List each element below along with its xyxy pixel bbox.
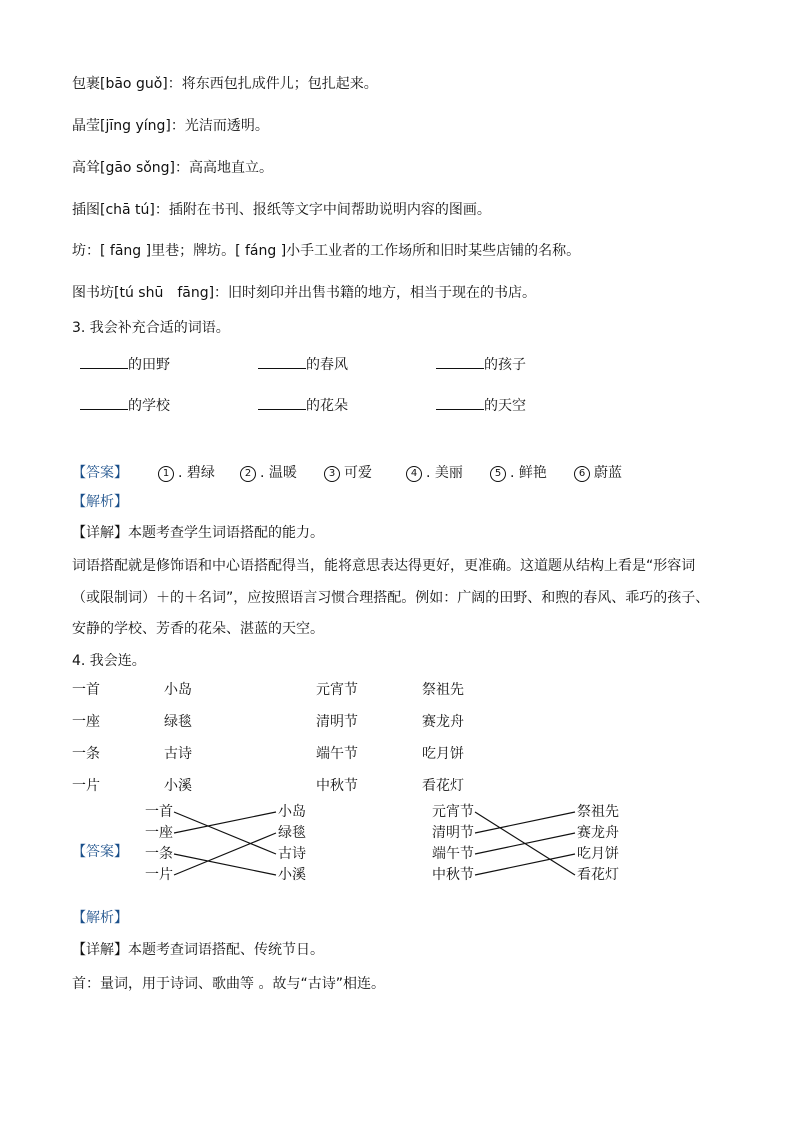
blank-phrase: 的天空 [484, 398, 526, 414]
blank-line [436, 354, 484, 369]
blank-item[interactable] [436, 395, 526, 415]
grid-word[interactable]: 古诗 [164, 746, 192, 762]
grid-word[interactable]: 赛龙舟 [422, 714, 464, 730]
match-left-target: 小岛 [278, 804, 306, 820]
circled-number: 4 [406, 466, 422, 482]
match-line-festival [475, 812, 575, 833]
match-custom: 吃月饼 [577, 846, 619, 862]
q4-answer-label: 【答案】 [72, 844, 128, 860]
definition-gaosong: 高耸[gāo sǒng]：高高地直立。 [72, 160, 274, 176]
blank-item[interactable] [258, 395, 348, 415]
detail-text: 本题考查词语搭配、传统节日。 [128, 942, 324, 958]
q3-explain-1: 词语搭配就是修饰语和中心语搭配得当，能将意思表达得更好，更准确。这道题从结构上看是“形容词 [72, 558, 696, 574]
blank-item[interactable] [436, 354, 526, 374]
match-line-quantifier [174, 833, 276, 875]
match-line-quantifier [174, 812, 276, 854]
q3-blank-row-1 [80, 354, 640, 376]
match-left-word: 一片 [145, 867, 173, 883]
q3-answer-row [72, 462, 712, 484]
blank-phrase: 的春风 [306, 357, 348, 373]
detail-text: 本题考查学生词语搭配的能力。 [128, 525, 324, 541]
circled-number: 2 [240, 466, 256, 482]
blank-item[interactable] [80, 395, 170, 415]
match-left-target: 古诗 [278, 846, 306, 862]
grid-word[interactable]: 中秋节 [316, 778, 358, 794]
q4-analysis-label: 【解析】 [72, 910, 128, 926]
match-left-word: 一条 [145, 846, 173, 862]
blank-phrase: 的田野 [128, 357, 170, 373]
blank-line [436, 395, 484, 410]
grid-word[interactable]: 吃月饼 [422, 746, 464, 762]
blank-line [80, 354, 128, 369]
match-custom: 祭祖先 [577, 804, 619, 820]
blank-line [258, 354, 306, 369]
blank-line [258, 395, 306, 410]
answer-item [158, 462, 215, 482]
grid-word[interactable]: 一首 [72, 682, 100, 698]
grid-word[interactable]: 小岛 [164, 682, 192, 698]
match-custom: 看花灯 [577, 867, 619, 883]
match-left-target: 绿毯 [278, 825, 306, 841]
grid-word[interactable]: 一条 [72, 746, 100, 762]
answer-item [324, 462, 372, 482]
answer-item [490, 462, 547, 482]
detail-label: 【详解】 [72, 525, 128, 541]
answer-item [574, 462, 622, 482]
q3-detail [72, 523, 324, 543]
circled-number: 1 [158, 466, 174, 482]
match-line-quantifier [174, 854, 276, 875]
q3-analysis-label: 【解析】 [72, 494, 128, 510]
answer-text: . 温暖 [260, 465, 297, 481]
q4-detail [72, 940, 324, 960]
grid-word[interactable]: 一片 [72, 778, 100, 794]
answer-text: . 美丽 [426, 465, 463, 481]
definition-fang: 坊：[ fāng ]里巷；牌坊。[ fáng ]小手工业者的工作场所和旧时某些店铺的名称。 [72, 243, 581, 259]
grid-word[interactable]: 祭祖先 [422, 682, 464, 698]
answer-item [240, 462, 297, 482]
answer-text: . 碧绿 [178, 465, 215, 481]
grid-word[interactable]: 看花灯 [422, 778, 464, 794]
grid-word[interactable]: 端午节 [316, 746, 358, 762]
match-festival: 中秋节 [432, 867, 474, 883]
match-line-quantifier [174, 812, 276, 833]
match-left-target: 小溪 [278, 867, 306, 883]
definition-jingying: 晶莹[jīng yíng]：光洁而透明。 [72, 118, 269, 134]
answer-text: . 鲜艳 [510, 465, 547, 481]
match-left-word: 一首 [145, 804, 173, 820]
blank-item[interactable] [258, 354, 348, 374]
match-line-festival [475, 812, 575, 875]
blank-line [80, 395, 128, 410]
match-festival: 端午节 [432, 846, 474, 862]
answer-label: 【答案】 [72, 465, 128, 481]
match-line-festival [475, 833, 575, 854]
grid-word[interactable]: 元宵节 [316, 682, 358, 698]
definition-chatu: 插图[chā tú]：插附在书刊、报纸等文字中间帮助说明内容的图画。 [72, 202, 491, 218]
answer-text: 蔚蓝 [594, 465, 622, 481]
match-festival: 元宵节 [432, 804, 474, 820]
grid-word[interactable]: 清明节 [316, 714, 358, 730]
grid-word[interactable]: 小溪 [164, 778, 192, 794]
answer-item [406, 462, 463, 482]
circled-number: 5 [490, 466, 506, 482]
match-festival: 清明节 [432, 825, 474, 841]
q3-blank-row-2 [80, 395, 640, 417]
q4-note: 首：量词，用于诗词、歌曲等 。故与“古诗”相连。 [72, 976, 385, 992]
match-line-festival [475, 854, 575, 875]
circled-number: 3 [324, 466, 340, 482]
q3-explain-2: （或限制词）＋的＋名词”，应按照语言习惯合理搭配。例如：广阔的田野、和煦的春风、乖巧的孩子、 [72, 590, 710, 606]
match-custom: 赛龙舟 [577, 825, 619, 841]
blank-phrase: 的孩子 [484, 357, 526, 373]
answer-text: 可爱 [344, 465, 372, 481]
circled-number: 6 [574, 466, 590, 482]
blank-phrase: 的学校 [128, 398, 170, 414]
match-left-word: 一座 [145, 825, 173, 841]
blank-phrase: 的花朵 [306, 398, 348, 414]
q3-explain-3: 安静的学校、芳香的花朵、湛蓝的天空。 [72, 621, 324, 637]
definition-tushufang: 图书坊[tú shū fāng]：旧时刻印并出售书籍的地方，相当于现在的书店。 [72, 285, 537, 301]
grid-word[interactable]: 一座 [72, 714, 100, 730]
grid-word[interactable]: 绿毯 [164, 714, 192, 730]
blank-item[interactable] [80, 354, 170, 374]
definition-baoguo: 包裹[bāo guǒ]：将东西包扎成件儿；包扎起来。 [72, 76, 378, 92]
detail-label: 【详解】 [72, 942, 128, 958]
q4-title: 4. 我会连。 [72, 653, 146, 669]
q3-title: 3. 我会补充合适的词语。 [72, 320, 230, 336]
